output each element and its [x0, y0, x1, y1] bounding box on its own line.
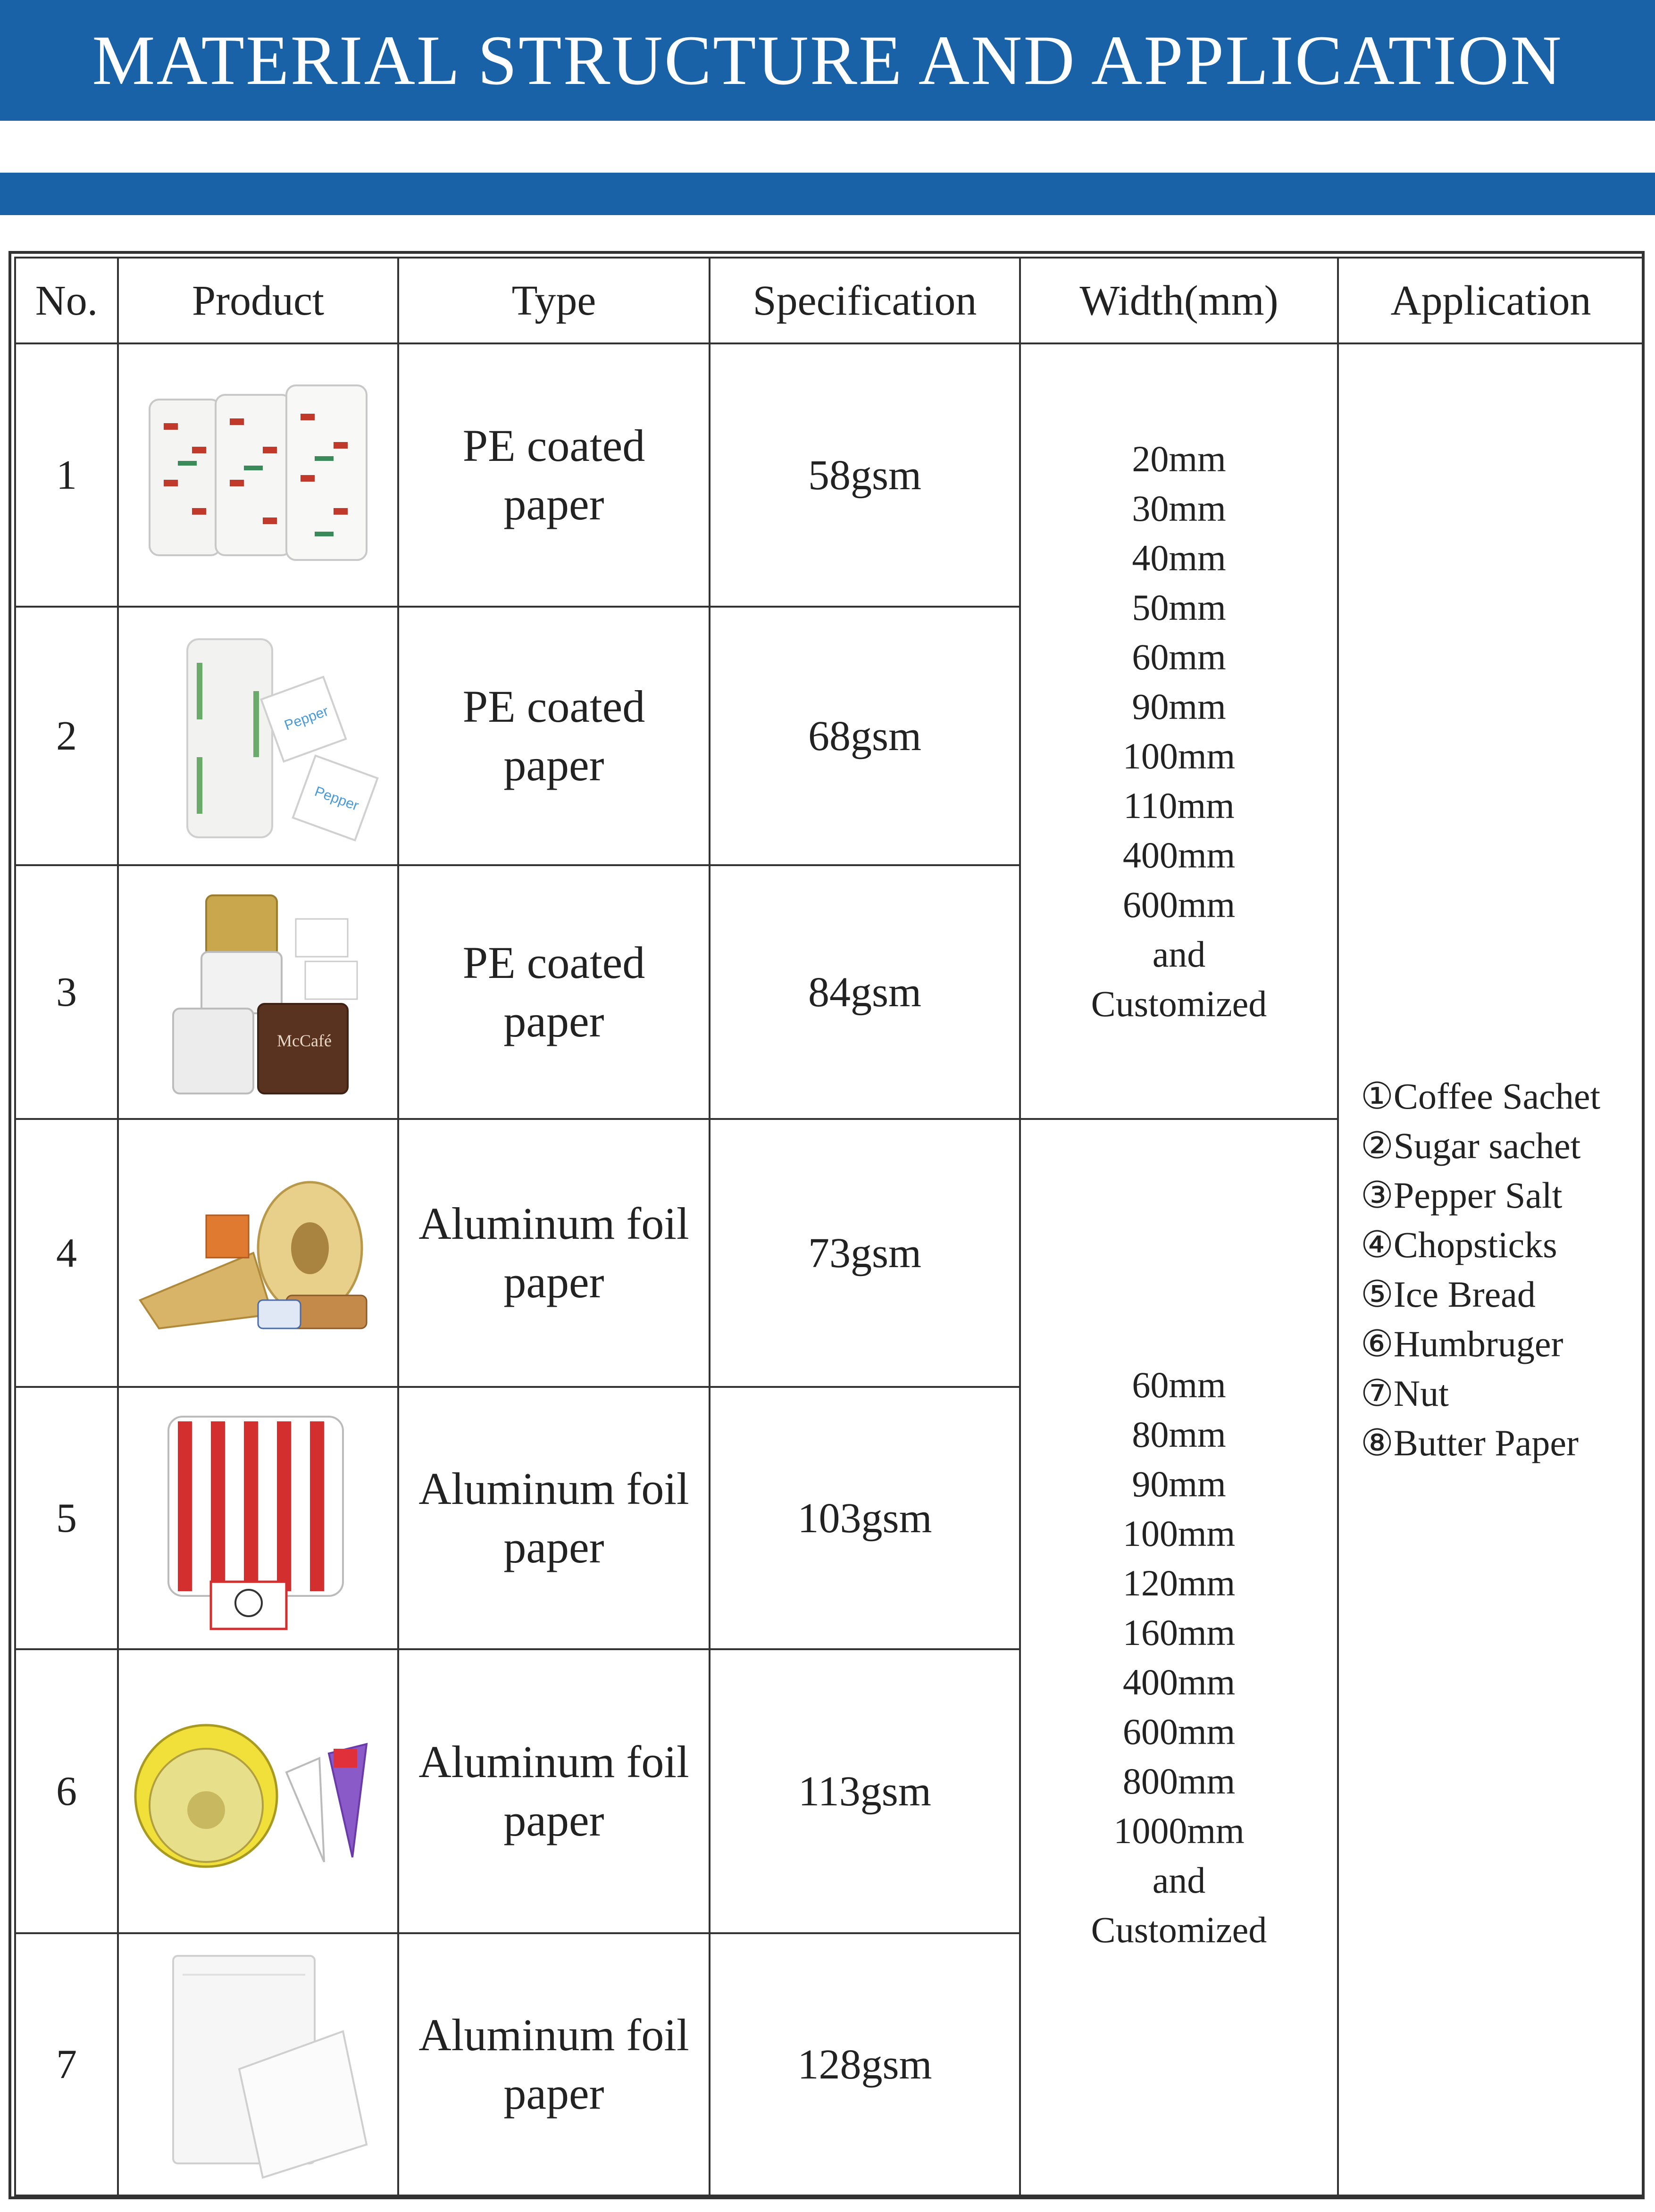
type-line-1: PE coated — [462, 937, 645, 988]
type-line-2: paper — [503, 740, 604, 790]
gold-foil-roll-image — [131, 1159, 385, 1347]
width-value: 90mm — [1132, 686, 1226, 727]
width-value: and — [1152, 934, 1206, 975]
product-image-cell — [117, 1386, 399, 1650]
header-application: Application — [1337, 257, 1645, 344]
product-image-cell — [117, 1648, 399, 1934]
width-value: 50mm — [1132, 587, 1226, 628]
width-value: 400mm — [1122, 835, 1236, 876]
product-image-cell — [117, 864, 399, 1120]
width-value: 80mm — [1132, 1414, 1226, 1455]
type-cell — [397, 1386, 710, 1650]
white-foil-bags-image — [145, 1946, 371, 2182]
type-line-2: paper — [503, 1522, 604, 1572]
width-value: Customized — [1091, 1909, 1267, 1950]
type-line-2: paper — [503, 2068, 604, 2119]
application-item: ②Sugar sachet — [1361, 1125, 1581, 1166]
printed-paper-rolls-image — [135, 367, 381, 584]
yellow-cone-foil-roll-image — [131, 1702, 385, 1881]
width-value: 90mm — [1132, 1463, 1226, 1504]
width-value: 160mm — [1122, 1612, 1236, 1653]
product-image-cell — [117, 1118, 399, 1388]
application-item: ⑧Butter Paper — [1361, 1422, 1579, 1463]
width-value: 100mm — [1122, 1513, 1236, 1554]
width-value: Customized — [1091, 983, 1267, 1024]
row-number: 1 — [14, 342, 119, 608]
width-value: 40mm — [1132, 537, 1226, 578]
type-cell — [397, 342, 710, 608]
header-product: Product — [117, 257, 399, 344]
application-item: ⑤Ice Bread — [1361, 1274, 1536, 1315]
blue-divider-stripe — [0, 173, 1655, 215]
spec-cell: 128gsm — [709, 1932, 1021, 2196]
application-item: ⑥Humbruger — [1361, 1323, 1563, 1364]
type-line-1: PE coated — [462, 420, 645, 471]
width-group-2 — [1019, 1118, 1339, 2196]
svg-text:Pepper: Pepper — [282, 703, 331, 734]
width-value: 600mm — [1122, 884, 1236, 925]
application-item: ③Pepper Salt — [1361, 1175, 1563, 1216]
product-image-cell — [117, 606, 399, 866]
width-value: 1000mm — [1113, 1810, 1245, 1851]
type-line-1: Aluminum foil — [418, 2010, 689, 2060]
type-cell — [397, 1932, 710, 2196]
type-line-1: Aluminum foil — [418, 1463, 689, 1514]
application-list — [1337, 342, 1645, 2196]
product-image-cell — [117, 342, 399, 608]
row-number: 3 — [14, 864, 119, 1120]
row-number: 7 — [14, 1932, 119, 2196]
header-width: Width(mm) — [1019, 257, 1339, 344]
type-line-1: Aluminum foil — [418, 1736, 689, 1787]
type-line-1: Aluminum foil — [418, 1198, 689, 1249]
width-value: 20mm — [1132, 438, 1226, 479]
width-value: 110mm — [1123, 785, 1235, 826]
type-line-2: paper — [503, 996, 604, 1046]
spec-cell: 84gsm — [709, 864, 1021, 1120]
type-line-2: paper — [503, 479, 604, 529]
width-value: 120mm — [1122, 1562, 1236, 1603]
red-stripe-foil-roll-image — [150, 1402, 367, 1634]
width-value: 100mm — [1122, 735, 1236, 776]
width-value: 600mm — [1122, 1711, 1236, 1752]
type-line-2: paper — [503, 1795, 604, 1845]
page-title: MATERIAL STRUCTURE AND APPLICATION — [92, 21, 1563, 100]
header-no: No. — [14, 257, 119, 344]
row-number: 2 — [14, 606, 119, 866]
product-image-cell — [117, 1932, 399, 2196]
application-item: ①Coffee Sachet — [1361, 1076, 1601, 1117]
header-type: Type — [397, 257, 710, 344]
svg-text:Pepper: Pepper — [312, 784, 361, 814]
spec-cell: 58gsm — [709, 342, 1021, 608]
pepper-sachet-roll-image — [135, 625, 381, 847]
application-item: ⑦Nut — [1361, 1373, 1449, 1414]
type-cell — [397, 606, 710, 866]
spec-cell: 68gsm — [709, 606, 1021, 866]
type-line-2: paper — [503, 1257, 604, 1307]
header-specification: Specification — [709, 257, 1021, 344]
width-value: 60mm — [1132, 636, 1226, 677]
width-value: and — [1152, 1860, 1206, 1901]
type-line-1: PE coated — [462, 681, 645, 732]
row-number: 4 — [14, 1118, 119, 1388]
width-value: 400mm — [1122, 1661, 1236, 1703]
sugar-sachet-rolls-image — [135, 881, 381, 1103]
svg-text:McCafé: McCafé — [277, 1031, 332, 1050]
type-cell — [397, 1648, 710, 1934]
type-cell — [397, 864, 710, 1120]
width-value: 800mm — [1122, 1761, 1236, 1802]
width-value: 30mm — [1132, 488, 1226, 529]
width-group-1 — [1019, 342, 1339, 1120]
type-cell — [397, 1118, 710, 1388]
spec-cell: 73gsm — [709, 1118, 1021, 1388]
spec-cell: 103gsm — [709, 1386, 1021, 1650]
row-number: 6 — [14, 1648, 119, 1934]
row-number: 5 — [14, 1386, 119, 1650]
application-item: ④Chopsticks — [1361, 1224, 1557, 1265]
width-value: 60mm — [1132, 1364, 1226, 1405]
spec-cell: 113gsm — [709, 1648, 1021, 1934]
